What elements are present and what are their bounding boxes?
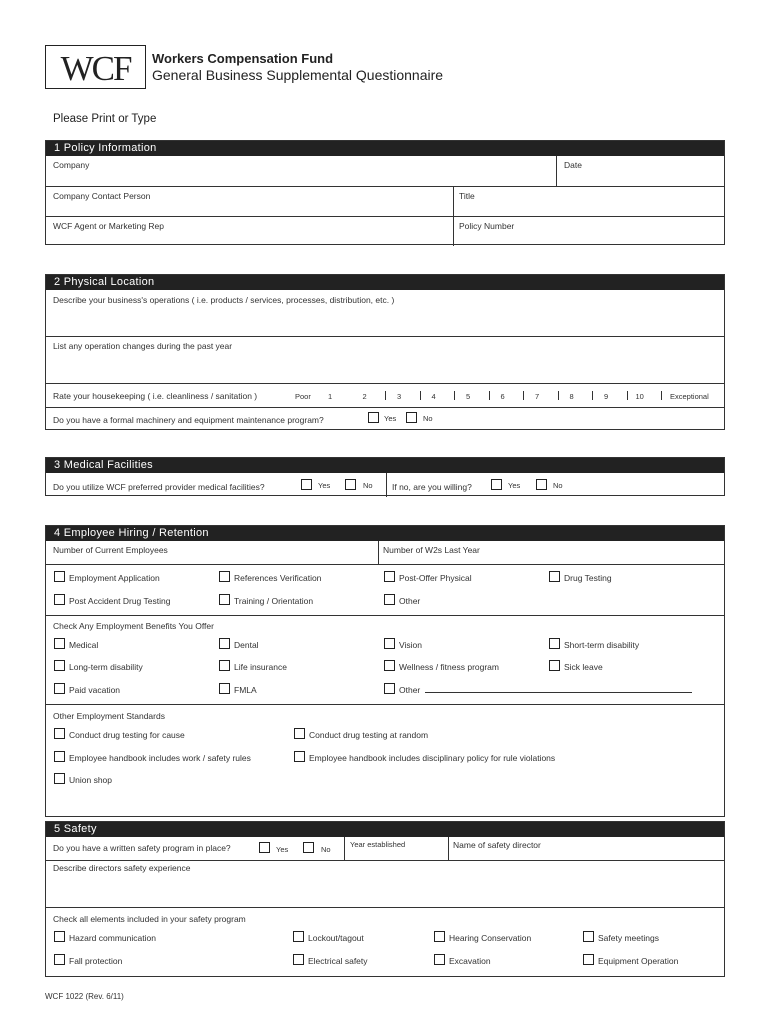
- benefit-paid-vacation-checkbox[interactable]: [54, 683, 65, 694]
- scale-5[interactable]: 5: [466, 392, 471, 401]
- willing-no-label: No: [553, 481, 563, 490]
- section-employee-hiring: [45, 525, 725, 817]
- benefit-life-insurance-label: Life insurance: [234, 662, 287, 672]
- benefit-wellness-fitness-program-label: Wellness / fitness program: [399, 662, 499, 672]
- current-employees-field[interactable]: Number of Current Employees: [53, 545, 168, 555]
- standard-employee-handbook-includes-work-safety-rules-label: Employee handbook includes work / safety rules: [69, 753, 251, 763]
- safety-electrical-safety-checkbox[interactable]: [293, 954, 304, 965]
- standard-conduct-drug-testing-for-cause-checkbox[interactable]: [54, 728, 65, 739]
- scale-separator: [558, 391, 559, 400]
- scale-separator: [627, 391, 628, 400]
- safety-hazard-communication-label: Hazard communication: [69, 933, 156, 943]
- hiring-post-offer-physical-checkbox[interactable]: [384, 571, 395, 582]
- benefit-medical-label: Medical: [69, 640, 99, 650]
- standard-conduct-drug-testing-at-random-label: Conduct drug testing at random: [309, 730, 429, 740]
- housekeeping-label: Rate your housekeeping ( i.e. cleanliness / sanitation ): [53, 391, 258, 401]
- agent-field[interactable]: WCF Agent or Marketing Rep: [53, 221, 165, 231]
- hiring-post-offer-physical-label: Post-Offer Physical: [399, 573, 472, 583]
- hiring-training-orientation-label: Training / Orientation: [234, 596, 314, 606]
- safety-yes-label: Yes: [276, 845, 289, 854]
- safety-excavation-label: Excavation: [449, 956, 491, 966]
- safety-no-label: No: [321, 845, 331, 854]
- standard-employee-handbook-includes-disciplinary-policy-for-rule-violations-checkbox[interactable]: [294, 751, 305, 762]
- hiring-references-verification-label: References Verification: [234, 573, 322, 583]
- logo-text: WCF: [60, 49, 131, 88]
- safety-elements-label: Check all elements included in your safety program: [53, 914, 246, 924]
- maintenance-no-checkbox[interactable]: [406, 412, 417, 423]
- section-policy-information: [45, 140, 725, 245]
- scale-10[interactable]: 10: [635, 392, 644, 401]
- scale-separator: [420, 391, 421, 400]
- maintenance-question: Do you have a formal machinery and equipment maintenance program?: [53, 415, 324, 425]
- safety-lockout-tagout-label: Lockout/tagout: [308, 933, 364, 943]
- scale-9[interactable]: 9: [604, 392, 609, 401]
- wcf-logo: [45, 45, 146, 89]
- contact-person-field[interactable]: Company Contact Person: [53, 191, 151, 201]
- benefit-long-term-disability-label: Long-term disability: [69, 662, 143, 672]
- ppo-yes-label: Yes: [318, 481, 331, 490]
- benefit-sick-leave-checkbox[interactable]: [549, 660, 560, 671]
- scale-8[interactable]: 8: [569, 392, 574, 401]
- safety-yes-checkbox[interactable]: [259, 842, 270, 853]
- hiring-other-label: Other: [399, 596, 421, 606]
- safety-excavation-checkbox[interactable]: [434, 954, 445, 965]
- willing-yes-label: Yes: [508, 481, 521, 490]
- hiring-employment-application-label: Employment Application: [69, 573, 160, 583]
- benefit-dental-checkbox[interactable]: [219, 638, 230, 649]
- benefit-wellness-fitness-program-checkbox[interactable]: [384, 660, 395, 671]
- hiring-post-accident-drug-testing-checkbox[interactable]: [54, 594, 65, 605]
- benefit-short-term-disability-checkbox[interactable]: [549, 638, 560, 649]
- safety-fall-protection-label: Fall protection: [69, 956, 123, 966]
- scale-7[interactable]: 7: [535, 392, 540, 401]
- willing-yes-checkbox[interactable]: [491, 479, 502, 490]
- ppo-question: Do you utilize WCF preferred provider medical facilities?: [53, 482, 265, 492]
- director-experience-field[interactable]: Describe directors safety experience: [53, 863, 191, 873]
- benefit-long-term-disability-checkbox[interactable]: [54, 660, 65, 671]
- section-title: 4 Employee Hiring / Retention: [46, 526, 724, 541]
- company-field[interactable]: Company: [53, 160, 90, 170]
- hiring-references-verification-checkbox[interactable]: [219, 571, 230, 582]
- policy-number-field[interactable]: Policy Number: [459, 221, 515, 231]
- maintenance-yes-checkbox[interactable]: [368, 412, 379, 423]
- scale-separator: [523, 391, 524, 400]
- safety-safety-meetings-label: Safety meetings: [598, 933, 659, 943]
- section-safety: [45, 821, 725, 977]
- section-physical-location: [45, 274, 725, 430]
- benefit-vision-label: Vision: [399, 640, 422, 650]
- safety-hazard-communication-checkbox[interactable]: [54, 931, 65, 942]
- ppo-no-checkbox[interactable]: [345, 479, 356, 490]
- standard-employee-handbook-includes-disciplinary-policy-for-rule-violations-label: Employee handbook includes disciplinary policy for rule violations: [309, 753, 556, 763]
- benefit-short-term-disability-label: Short-term disability: [564, 640, 640, 650]
- hiring-training-orientation-checkbox[interactable]: [219, 594, 230, 605]
- willing-no-checkbox[interactable]: [536, 479, 547, 490]
- form-title: Workers Compensation Fund: [152, 51, 334, 66]
- safety-safety-meetings-checkbox[interactable]: [583, 931, 594, 942]
- scale-4[interactable]: 4: [431, 392, 436, 401]
- benefit-other-checkbox[interactable]: [384, 683, 395, 694]
- section-medical-facilities: [45, 457, 725, 496]
- safety-director-field[interactable]: Name of safety director: [453, 840, 541, 850]
- standard-conduct-drug-testing-at-random-checkbox[interactable]: [294, 728, 305, 739]
- scale-separator: [592, 391, 593, 400]
- safety-no-checkbox[interactable]: [303, 842, 314, 853]
- maintenance-no-label: No: [423, 414, 433, 423]
- benefit-fmla-checkbox[interactable]: [219, 683, 230, 694]
- willing-question: If no, are you willing?: [392, 482, 472, 492]
- scale-1[interactable]: 1: [328, 392, 333, 401]
- benefit-life-insurance-checkbox[interactable]: [219, 660, 230, 671]
- hiring-drug-testing-label: Drug Testing: [564, 573, 612, 583]
- print-instruction: Please Print or Type: [53, 113, 157, 125]
- standard-union-shop-checkbox[interactable]: [54, 773, 65, 784]
- scale-separator: [385, 391, 386, 400]
- form-subtitle: General Business Supplemental Questionnaire: [152, 67, 444, 83]
- scale-6[interactable]: 6: [500, 392, 505, 401]
- safety-lockout-tagout-checkbox[interactable]: [293, 931, 304, 942]
- safety-hearing-conservation-label: Hearing Conservation: [449, 933, 532, 943]
- benefit-paid-vacation-label: Paid vacation: [69, 685, 121, 695]
- ppo-no-label: No: [363, 481, 373, 490]
- benefit-vision-checkbox[interactable]: [384, 638, 395, 649]
- w2s-field[interactable]: Number of W2s Last Year: [383, 545, 480, 555]
- safety-equipment-operation-label: Equipment Operation: [598, 956, 679, 966]
- hiring-drug-testing-checkbox[interactable]: [549, 571, 560, 582]
- scale-separator: [489, 391, 490, 400]
- hiring-employment-application-checkbox[interactable]: [54, 571, 65, 582]
- scale-separator: [454, 391, 455, 400]
- standards-label: Other Employment Standards: [53, 711, 165, 721]
- operation-changes-field[interactable]: List any operation changes during the past year: [53, 341, 233, 351]
- benefit-fmla-label: FMLA: [234, 685, 257, 695]
- safety-fall-protection-checkbox[interactable]: [54, 954, 65, 965]
- benefit-dental-label: Dental: [234, 640, 259, 650]
- benefit-sick-leave-label: Sick leave: [564, 662, 603, 672]
- year-established-field[interactable]: Year established: [350, 840, 406, 849]
- scale-3[interactable]: 3: [397, 392, 402, 401]
- safety-equipment-operation-checkbox[interactable]: [583, 954, 594, 965]
- standard-employee-handbook-includes-work-safety-rules-checkbox[interactable]: [54, 751, 65, 762]
- ppo-yes-checkbox[interactable]: [301, 479, 312, 490]
- form-code: WCF 1022 (Rev. 6/11): [45, 992, 124, 1001]
- scale-exceptional: Exceptional: [670, 392, 709, 401]
- scale-poor: Poor: [295, 392, 311, 401]
- section-title: 2 Physical Location: [46, 275, 724, 290]
- safety-electrical-safety-label: Electrical safety: [308, 956, 368, 966]
- section-title: 3 Medical Facilities: [46, 458, 724, 473]
- safety-hearing-conservation-checkbox[interactable]: [434, 931, 445, 942]
- operations-description-field[interactable]: Describe your business's operations ( i.e. products / services, processes, distribution, etc. ): [53, 295, 395, 305]
- benefit-other-line[interactable]: [425, 692, 692, 693]
- hiring-post-accident-drug-testing-label: Post Accident Drug Testing: [69, 596, 171, 606]
- maintenance-yes-label: Yes: [384, 414, 397, 423]
- benefit-medical-checkbox[interactable]: [54, 638, 65, 649]
- scale-separator: [661, 391, 662, 400]
- scale-2[interactable]: 2: [362, 392, 367, 401]
- title-field[interactable]: Title: [459, 191, 475, 201]
- hiring-other-checkbox[interactable]: [384, 594, 395, 605]
- date-field[interactable]: Date: [564, 160, 582, 170]
- benefit-other-label: Other: [399, 685, 421, 695]
- standard-union-shop-label: Union shop: [69, 775, 113, 785]
- benefits-label: Check Any Employment Benefits You Offer: [53, 621, 214, 631]
- section-title: 5 Safety: [46, 822, 724, 837]
- standard-conduct-drug-testing-for-cause-label: Conduct drug testing for cause: [69, 730, 185, 740]
- section-title: 1 Policy Information: [46, 141, 724, 156]
- safety-program-question: Do you have a written safety program in place?: [53, 843, 231, 853]
